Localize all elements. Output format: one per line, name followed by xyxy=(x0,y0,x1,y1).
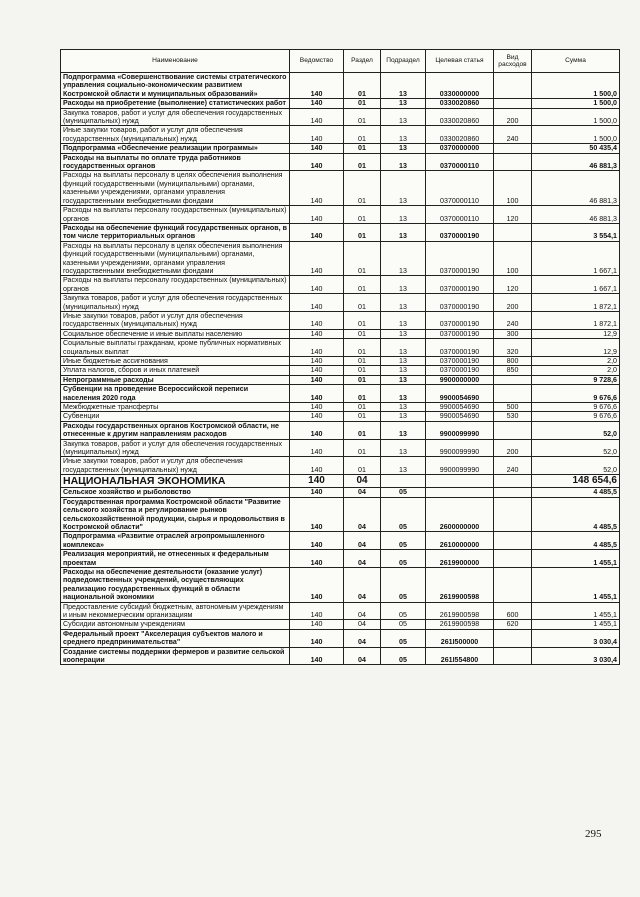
cell-section: 01 xyxy=(344,311,381,329)
cell-section: 04 xyxy=(344,647,381,665)
cell-expense-type xyxy=(494,73,532,99)
cell-expense-type: 850 xyxy=(494,366,532,375)
header-section: Раздел xyxy=(344,50,381,73)
cell-subsection: 13 xyxy=(381,439,426,457)
cell-expense-type: 500 xyxy=(494,403,532,412)
cell-name: Расходы на выплаты персоналу в целях обеспечения выполнения функций государственными (муниципальными) органами, казенными учреждениями, органами управления государственными внебюджетными фондами xyxy=(61,241,290,276)
cell-target-item: 0370000000 xyxy=(426,144,494,153)
cell-expense-type xyxy=(494,629,532,647)
table-header-row xyxy=(61,50,620,73)
cell-target-item: 0370000110 xyxy=(426,171,494,206)
cell-department: 140 xyxy=(290,421,344,439)
cell-section: 01 xyxy=(344,329,381,338)
table-row xyxy=(61,99,620,108)
cell-subsection: 13 xyxy=(381,276,426,294)
cell-amount: 1 455,1 xyxy=(532,620,620,629)
cell-expense-type: 240 xyxy=(494,457,532,475)
cell-section: 04 xyxy=(344,620,381,629)
table-row xyxy=(61,567,620,602)
cell-amount: 9 676,6 xyxy=(532,385,620,403)
cell-department: 140 xyxy=(290,294,344,312)
cell-target-item: 2619900598 xyxy=(426,602,494,620)
cell-name: Межбюджетные трансферты xyxy=(61,403,290,412)
table-row xyxy=(61,439,620,457)
cell-section: 01 xyxy=(344,294,381,312)
cell-name: Предоставление субсидий бюджетным, автономным учреждениям и иным некоммерческим организациям xyxy=(61,602,290,620)
cell-subsection: 13 xyxy=(381,223,426,241)
cell-subsection: 13 xyxy=(381,99,426,108)
cell-department: 140 xyxy=(290,357,344,366)
cell-section: 01 xyxy=(344,241,381,276)
cell-section: 01 xyxy=(344,171,381,206)
cell-amount: 1 872,1 xyxy=(532,311,620,329)
cell-section: 01 xyxy=(344,403,381,412)
cell-target-item: 0370000110 xyxy=(426,206,494,224)
cell-name: Иные закупки товаров, работ и услуг для обеспечения государственных (муниципальных) нужд xyxy=(61,311,290,329)
cell-amount: 52,0 xyxy=(532,421,620,439)
cell-expense-type: 240 xyxy=(494,126,532,144)
cell-section: 01 xyxy=(344,126,381,144)
cell-section: 01 xyxy=(344,73,381,99)
cell-subsection: 05 xyxy=(381,629,426,647)
cell-amount: 1 455,1 xyxy=(532,550,620,568)
table-row xyxy=(61,223,620,241)
cell-section: 01 xyxy=(344,457,381,475)
cell-subsection: 13 xyxy=(381,144,426,153)
cell-subsection: 13 xyxy=(381,108,426,126)
table-row xyxy=(61,647,620,665)
cell-target-item: 0330020860 xyxy=(426,99,494,108)
cell-section: 01 xyxy=(344,223,381,241)
cell-subsection: 05 xyxy=(381,602,426,620)
cell-department: 140 xyxy=(290,488,344,497)
cell-subsection: 05 xyxy=(381,550,426,568)
cell-name: Иные бюджетные ассигнования xyxy=(61,357,290,366)
table-row xyxy=(61,144,620,153)
cell-subsection: 13 xyxy=(381,375,426,384)
cell-amount: 4 485,5 xyxy=(532,532,620,550)
cell-expense-type xyxy=(494,497,532,532)
cell-amount: 12,9 xyxy=(532,329,620,338)
cell-subsection: 13 xyxy=(381,329,426,338)
cell-name: Расходы на обеспечение деятельности (оказание услуг) подведомственных учреждений, осуществляющих реализацию государственных функций в области национальной экономики xyxy=(61,567,290,602)
cell-department: 140 xyxy=(290,439,344,457)
cell-department: 140 xyxy=(290,385,344,403)
cell-target-item: 9900099990 xyxy=(426,439,494,457)
cell-expense-type: 100 xyxy=(494,171,532,206)
cell-section: 01 xyxy=(344,357,381,366)
cell-department: 140 xyxy=(290,99,344,108)
cell-target-item: 0370000190 xyxy=(426,241,494,276)
cell-name: Создание системы поддержки фермеров и развитие сельской кооперации xyxy=(61,647,290,665)
cell-department: 140 xyxy=(290,602,344,620)
header-name: Наименование xyxy=(61,50,290,73)
cell-subsection: 13 xyxy=(381,126,426,144)
table-row xyxy=(61,602,620,620)
cell-expense-type xyxy=(494,647,532,665)
cell-amount: 9 728,6 xyxy=(532,375,620,384)
cell-name: Государственная программа Костромской области "Развитие сельского хозяйства и регулирование рынков сельскохозяйственной продукции, сырья и продовольствия в Костромской области" xyxy=(61,497,290,532)
cell-target-item: 0370000190 xyxy=(426,294,494,312)
table-row xyxy=(61,329,620,338)
cell-amount: 52,0 xyxy=(532,457,620,475)
cell-amount: 46 881,3 xyxy=(532,153,620,171)
cell-target-item: 0370000190 xyxy=(426,329,494,338)
cell-name: Субвенции на проведение Всероссийской переписи населения 2020 года xyxy=(61,385,290,403)
cell-expense-type: 200 xyxy=(494,294,532,312)
cell-target-item: 2619900598 xyxy=(426,620,494,629)
table-row xyxy=(61,241,620,276)
cell-section: 01 xyxy=(344,144,381,153)
table-row xyxy=(61,488,620,497)
table-row xyxy=(61,357,620,366)
cell-name: Социальное обеспечение и иные выплаты населению xyxy=(61,329,290,338)
cell-expense-type xyxy=(494,144,532,153)
cell-name: Федеральный проект "Акселерация субъектов малого и среднего предпринимательства" xyxy=(61,629,290,647)
cell-amount: 4 485,5 xyxy=(532,497,620,532)
cell-subsection: 13 xyxy=(381,171,426,206)
table-row xyxy=(61,457,620,475)
cell-section: 01 xyxy=(344,276,381,294)
budget-table xyxy=(60,49,620,665)
cell-expense-type: 600 xyxy=(494,602,532,620)
cell-amount: 1 455,1 xyxy=(532,567,620,602)
cell-name: Закупка товаров, работ и услуг для обеспечения государственных (муниципальных) нужд xyxy=(61,439,290,457)
table-row xyxy=(61,532,620,550)
cell-target-item: 0370000190 xyxy=(426,223,494,241)
cell-target-item: 0370000190 xyxy=(426,357,494,366)
cell-name: Расходы на выплаты персоналу государственных (муниципальных) органов xyxy=(61,276,290,294)
cell-section: 01 xyxy=(344,108,381,126)
cell-expense-type xyxy=(494,153,532,171)
cell-name: Расходы на выплаты персоналу государственных (муниципальных) органов xyxy=(61,206,290,224)
cell-expense-type xyxy=(494,550,532,568)
cell-department: 140 xyxy=(290,153,344,171)
cell-target-item: 0370000190 xyxy=(426,366,494,375)
cell-expense-type xyxy=(494,223,532,241)
cell-name: Расходы на выплаты по оплате труда работников государственных органов xyxy=(61,153,290,171)
cell-department: 140 xyxy=(290,475,344,488)
cell-department: 140 xyxy=(290,375,344,384)
cell-target-item: 2619900598 xyxy=(426,567,494,602)
cell-section: 04 xyxy=(344,567,381,602)
cell-section: 04 xyxy=(344,497,381,532)
cell-subsection: 13 xyxy=(381,294,426,312)
cell-subsection: 13 xyxy=(381,311,426,329)
cell-target-item: 2610000000 xyxy=(426,532,494,550)
cell-expense-type: 240 xyxy=(494,311,532,329)
table-row xyxy=(61,497,620,532)
table-row xyxy=(61,126,620,144)
cell-name: Реализация мероприятий, не отнесенных к федеральным проектам xyxy=(61,550,290,568)
cell-name: Субвенции xyxy=(61,412,290,421)
table-row xyxy=(61,629,620,647)
cell-expense-type: 530 xyxy=(494,412,532,421)
cell-expense-type: 200 xyxy=(494,108,532,126)
cell-amount: 1 500,0 xyxy=(532,73,620,99)
cell-department: 140 xyxy=(290,73,344,99)
page-number: 295 xyxy=(585,828,602,840)
cell-subsection: 05 xyxy=(381,567,426,602)
cell-name: Иные закупки товаров, работ и услуг для обеспечения государственных (муниципальных) нужд xyxy=(61,457,290,475)
cell-name: Закупка товаров, работ и услуг для обеспечения государственных (муниципальных) нужд xyxy=(61,108,290,126)
cell-subsection: 13 xyxy=(381,339,426,357)
table-row xyxy=(61,108,620,126)
cell-name: Закупка товаров, работ и услуг для обеспечения государственных (муниципальных) нужд xyxy=(61,294,290,312)
header-target-item: Целевая статья xyxy=(426,50,494,73)
cell-department: 140 xyxy=(290,206,344,224)
cell-target-item xyxy=(426,475,494,488)
cell-name: Подпрограмма «Обеспечение реализации программы» xyxy=(61,144,290,153)
cell-amount: 46 881,3 xyxy=(532,171,620,206)
cell-department: 140 xyxy=(290,629,344,647)
table-row xyxy=(61,73,620,99)
cell-expense-type xyxy=(494,385,532,403)
table-row xyxy=(61,339,620,357)
cell-target-item xyxy=(426,488,494,497)
cell-name: Иные закупки товаров, работ и услуг для обеспечения государственных (муниципальных) нужд xyxy=(61,126,290,144)
cell-amount: 2,0 xyxy=(532,366,620,375)
cell-expense-type: 120 xyxy=(494,276,532,294)
header-department: Ведомство xyxy=(290,50,344,73)
cell-target-item: 9900099990 xyxy=(426,421,494,439)
cell-department: 140 xyxy=(290,223,344,241)
cell-subsection: 13 xyxy=(381,403,426,412)
cell-target-item: 2619900000 xyxy=(426,550,494,568)
cell-subsection: 13 xyxy=(381,73,426,99)
header-expense-type: Вид расходов xyxy=(494,50,532,73)
cell-expense-type xyxy=(494,421,532,439)
cell-subsection: 13 xyxy=(381,457,426,475)
cell-department: 140 xyxy=(290,241,344,276)
table-row xyxy=(61,375,620,384)
cell-name: Сельское хозяйство и рыболовство xyxy=(61,488,290,497)
cell-subsection xyxy=(381,475,426,488)
cell-department: 140 xyxy=(290,550,344,568)
cell-target-item: 2600000000 xyxy=(426,497,494,532)
table-row xyxy=(61,171,620,206)
cell-name: Субсидии автономным учреждениям xyxy=(61,620,290,629)
table-row xyxy=(61,276,620,294)
cell-name: Расходы государственных органов Костромской области, не отнесенные к другим направлениям расходов xyxy=(61,421,290,439)
cell-section: 01 xyxy=(344,385,381,403)
cell-expense-type: 620 xyxy=(494,620,532,629)
cell-department: 140 xyxy=(290,412,344,421)
cell-department: 140 xyxy=(290,329,344,338)
cell-amount: 1 667,1 xyxy=(532,276,620,294)
cell-target-item: 9900054690 xyxy=(426,412,494,421)
cell-subsection: 05 xyxy=(381,647,426,665)
cell-name: Подпрограмма «Совершенствование системы стратегического управления социально-экономическим развитием Костромской области и муниципальных образований» xyxy=(61,73,290,99)
cell-target-item: 261I500000 xyxy=(426,629,494,647)
cell-amount: 3 030,4 xyxy=(532,647,620,665)
cell-department: 140 xyxy=(290,171,344,206)
cell-expense-type: 200 xyxy=(494,439,532,457)
cell-department: 140 xyxy=(290,497,344,532)
cell-section: 01 xyxy=(344,439,381,457)
cell-target-item: 0370000110 xyxy=(426,153,494,171)
cell-name: Расходы на обеспечение функций государственных органов, в том числе территориальных органов xyxy=(61,223,290,241)
cell-expense-type: 320 xyxy=(494,339,532,357)
cell-department: 140 xyxy=(290,457,344,475)
cell-department: 140 xyxy=(290,567,344,602)
cell-expense-type: 120 xyxy=(494,206,532,224)
table-row xyxy=(61,206,620,224)
cell-section: 01 xyxy=(344,339,381,357)
cell-expense-type xyxy=(494,99,532,108)
table-row xyxy=(61,475,620,488)
cell-name: Расходы на приобретение (выполнение) статистических работ xyxy=(61,99,290,108)
table-row xyxy=(61,421,620,439)
table-row xyxy=(61,294,620,312)
cell-amount: 3 030,4 xyxy=(532,629,620,647)
cell-section: 01 xyxy=(344,412,381,421)
cell-section: 01 xyxy=(344,421,381,439)
cell-section: 04 xyxy=(344,602,381,620)
cell-name: Непрограммные расходы xyxy=(61,375,290,384)
cell-department: 140 xyxy=(290,366,344,375)
cell-amount: 46 881,3 xyxy=(532,206,620,224)
cell-target-item: 0370000190 xyxy=(426,311,494,329)
cell-amount: 1 667,1 xyxy=(532,241,620,276)
cell-section: 04 xyxy=(344,629,381,647)
cell-subsection: 13 xyxy=(381,153,426,171)
cell-department: 140 xyxy=(290,108,344,126)
cell-target-item: 0330020860 xyxy=(426,108,494,126)
cell-department: 140 xyxy=(290,532,344,550)
cell-subsection: 05 xyxy=(381,497,426,532)
cell-amount: 148 654,6 xyxy=(532,475,620,488)
cell-amount: 4 485,5 xyxy=(532,488,620,497)
cell-department: 140 xyxy=(290,276,344,294)
cell-name: НАЦИОНАЛЬНАЯ ЭКОНОМИКА xyxy=(61,475,290,488)
cell-section: 01 xyxy=(344,206,381,224)
cell-amount: 50 435,4 xyxy=(532,144,620,153)
cell-subsection: 05 xyxy=(381,488,426,497)
cell-target-item: 9900054690 xyxy=(426,403,494,412)
cell-target-item: 261I554800 xyxy=(426,647,494,665)
table-row xyxy=(61,403,620,412)
cell-section: 04 xyxy=(344,475,381,488)
cell-amount: 1 455,1 xyxy=(532,602,620,620)
cell-amount: 1 500,0 xyxy=(532,108,620,126)
cell-subsection: 13 xyxy=(381,385,426,403)
cell-section: 01 xyxy=(344,375,381,384)
cell-amount: 52,0 xyxy=(532,439,620,457)
cell-subsection: 13 xyxy=(381,357,426,366)
cell-subsection: 13 xyxy=(381,412,426,421)
cell-department: 140 xyxy=(290,647,344,665)
cell-name: Подпрограмма «Развитие отраслей агропромышленного комплекса» xyxy=(61,532,290,550)
cell-target-item: 0370000190 xyxy=(426,339,494,357)
cell-department: 140 xyxy=(290,311,344,329)
cell-section: 01 xyxy=(344,366,381,375)
header-subsection: Подраздел xyxy=(381,50,426,73)
cell-target-item: 9900054690 xyxy=(426,385,494,403)
cell-target-item: 9900099990 xyxy=(426,457,494,475)
cell-amount: 9 676,6 xyxy=(532,412,620,421)
cell-expense-type: 300 xyxy=(494,329,532,338)
table-row xyxy=(61,620,620,629)
cell-department: 140 xyxy=(290,126,344,144)
cell-expense-type xyxy=(494,532,532,550)
cell-section: 04 xyxy=(344,532,381,550)
table-row xyxy=(61,385,620,403)
cell-expense-type xyxy=(494,488,532,497)
cell-expense-type: 800 xyxy=(494,357,532,366)
cell-amount: 1 500,0 xyxy=(532,99,620,108)
cell-target-item: 0370000190 xyxy=(426,276,494,294)
table-row xyxy=(61,311,620,329)
cell-subsection: 05 xyxy=(381,620,426,629)
cell-department: 140 xyxy=(290,144,344,153)
cell-expense-type xyxy=(494,475,532,488)
table-row xyxy=(61,153,620,171)
cell-name: Социальные выплаты гражданам, кроме публичных нормативных социальных выплат xyxy=(61,339,290,357)
cell-name: Уплата налогов, сборов и иных платежей xyxy=(61,366,290,375)
cell-name: Расходы на выплаты персоналу в целях обеспечения выполнения функций государственными (муниципальными) органами, казенными учреждениями, органами управления государственными внебюджетными фондами xyxy=(61,171,290,206)
table-body xyxy=(61,73,620,665)
cell-target-item: 9900000000 xyxy=(426,375,494,384)
cell-amount: 1 872,1 xyxy=(532,294,620,312)
cell-subsection: 13 xyxy=(381,421,426,439)
table-row xyxy=(61,366,620,375)
cell-section: 01 xyxy=(344,99,381,108)
cell-amount: 12,9 xyxy=(532,339,620,357)
cell-section: 04 xyxy=(344,488,381,497)
cell-subsection: 13 xyxy=(381,366,426,375)
cell-subsection: 13 xyxy=(381,206,426,224)
cell-section: 01 xyxy=(344,153,381,171)
cell-amount: 1 500,0 xyxy=(532,126,620,144)
cell-expense-type xyxy=(494,567,532,602)
cell-amount: 2,0 xyxy=(532,357,620,366)
cell-expense-type: 100 xyxy=(494,241,532,276)
cell-department: 140 xyxy=(290,620,344,629)
cell-subsection: 13 xyxy=(381,241,426,276)
cell-target-item: 0330000000 xyxy=(426,73,494,99)
cell-department: 140 xyxy=(290,403,344,412)
cell-amount: 3 554,1 xyxy=(532,223,620,241)
table-row xyxy=(61,550,620,568)
table-row xyxy=(61,412,620,421)
cell-expense-type xyxy=(494,375,532,384)
cell-amount: 9 676,6 xyxy=(532,403,620,412)
cell-target-item: 0330020860 xyxy=(426,126,494,144)
header-amount: Сумма xyxy=(532,50,620,73)
cell-section: 04 xyxy=(344,550,381,568)
cell-department: 140 xyxy=(290,339,344,357)
cell-subsection: 05 xyxy=(381,532,426,550)
